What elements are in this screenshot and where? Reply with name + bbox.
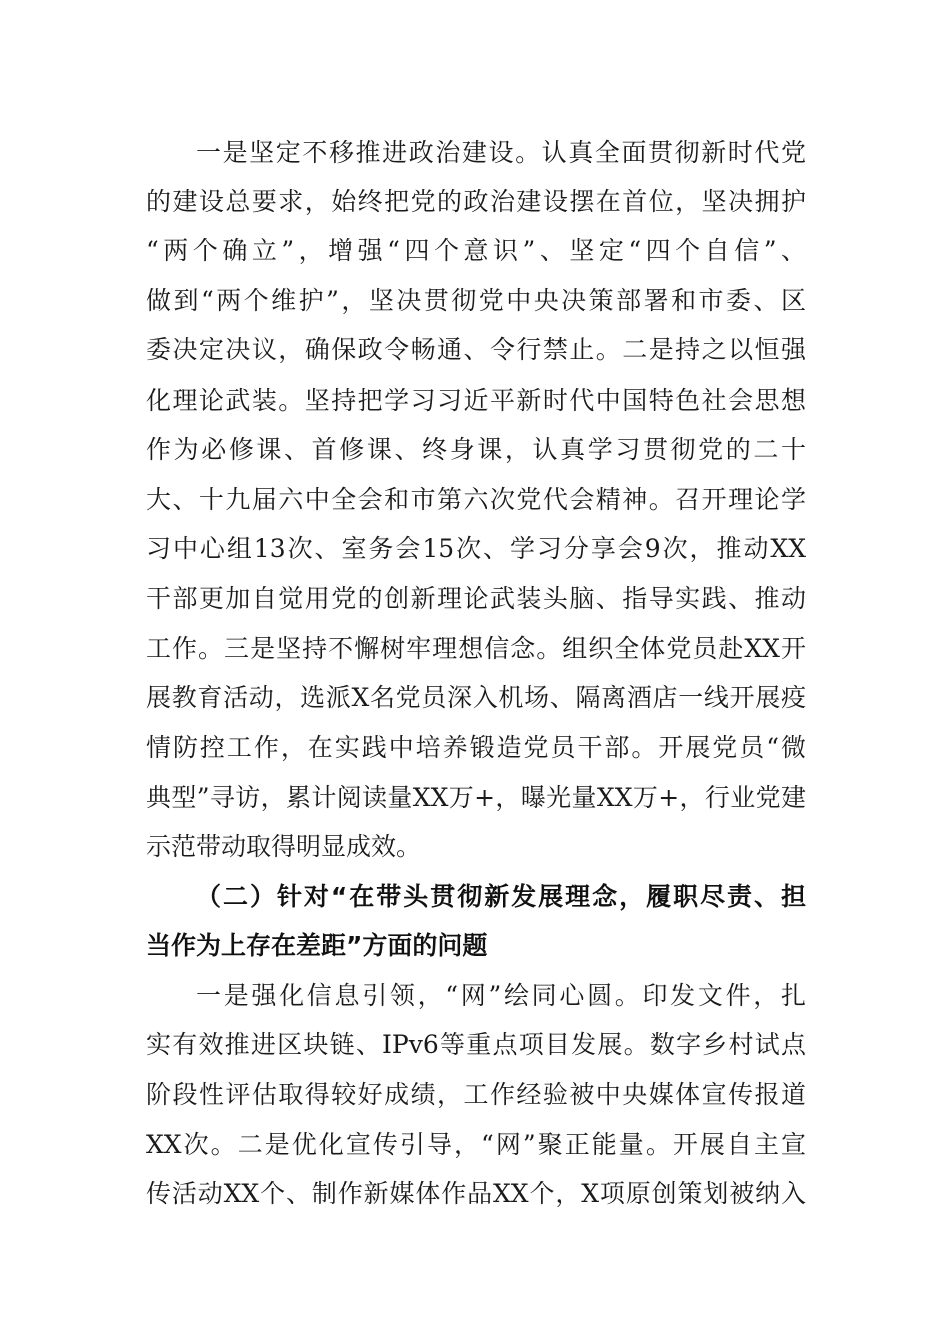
paragraph-line: 情防控工作，在实践中培养锻造党员干部。开展党员“微 — [146, 733, 806, 762]
paragraph-line: “两个确立”，增强“四个意识”、坚定“四个自信”、 — [146, 236, 806, 265]
paragraph-line: 工作。三是坚持不懈树牢理想信念。组织全体党员赴XX开 — [146, 634, 806, 663]
paragraph-line: 示范带动取得明显成效。 — [146, 832, 422, 861]
paragraph-line: 一是坚定不移推进政治建设。认真全面贯彻新时代党 — [196, 138, 806, 167]
paragraph-line: 一是强化信息引领，“网”绘同心圆。印发文件，扎 — [196, 981, 806, 1010]
paragraph-line: 展教育活动，选派X名党员深入机场、隔离酒店一线开展疫 — [146, 683, 806, 712]
section-heading-line: （二）针对“在带头贯彻新发展理念，履职尽责、担 — [196, 882, 806, 911]
paragraph-line: 大、十九届六中全会和市第六次党代会精神。召开理论学 — [146, 485, 806, 514]
paragraph-line: 传活动XX个、制作新媒体作品XX个，X项原创策划被纳入 — [146, 1179, 806, 1208]
paragraph-line: 习中心组13次、室务会15次、学习分享会9次，推动XX — [146, 534, 806, 563]
paragraph-line: XX次。二是优化宣传引导，“网”聚正能量。开展自主宣 — [146, 1130, 806, 1159]
paragraph-line: 实有效推进区块链、IPv6等重点项目发展。数字乡村试点 — [146, 1030, 806, 1059]
paragraph-line: 阶段性评估取得较好成绩，工作经验被中央媒体宣传报道 — [146, 1080, 806, 1109]
paragraph-line: 典型”寻访，累计阅读量XX万+，曝光量XX万+，行业党建 — [146, 783, 806, 812]
paragraph-line: 的建设总要求，始终把党的政治建设摆在首位，坚决拥护 — [146, 187, 806, 216]
paragraph-line: 做到“两个维护”，坚决贯彻党中央决策部署和市委、区 — [146, 286, 806, 315]
paragraph-line: 化理论武装。坚持把学习习近平新时代中国特色社会思想 — [146, 386, 806, 415]
section-heading-line: 当作为上存在差距”方面的问题 — [146, 931, 488, 960]
paragraph-line: 干部更加自觉用党的创新理论武装头脑、指导实践、推动 — [146, 584, 806, 613]
paragraph-line: 作为必修课、首修课、终身课，认真学习贯彻党的二十 — [146, 435, 806, 464]
paragraph-line: 委决定决议，确保政令畅通、令行禁止。二是持之以恒强 — [146, 335, 806, 364]
